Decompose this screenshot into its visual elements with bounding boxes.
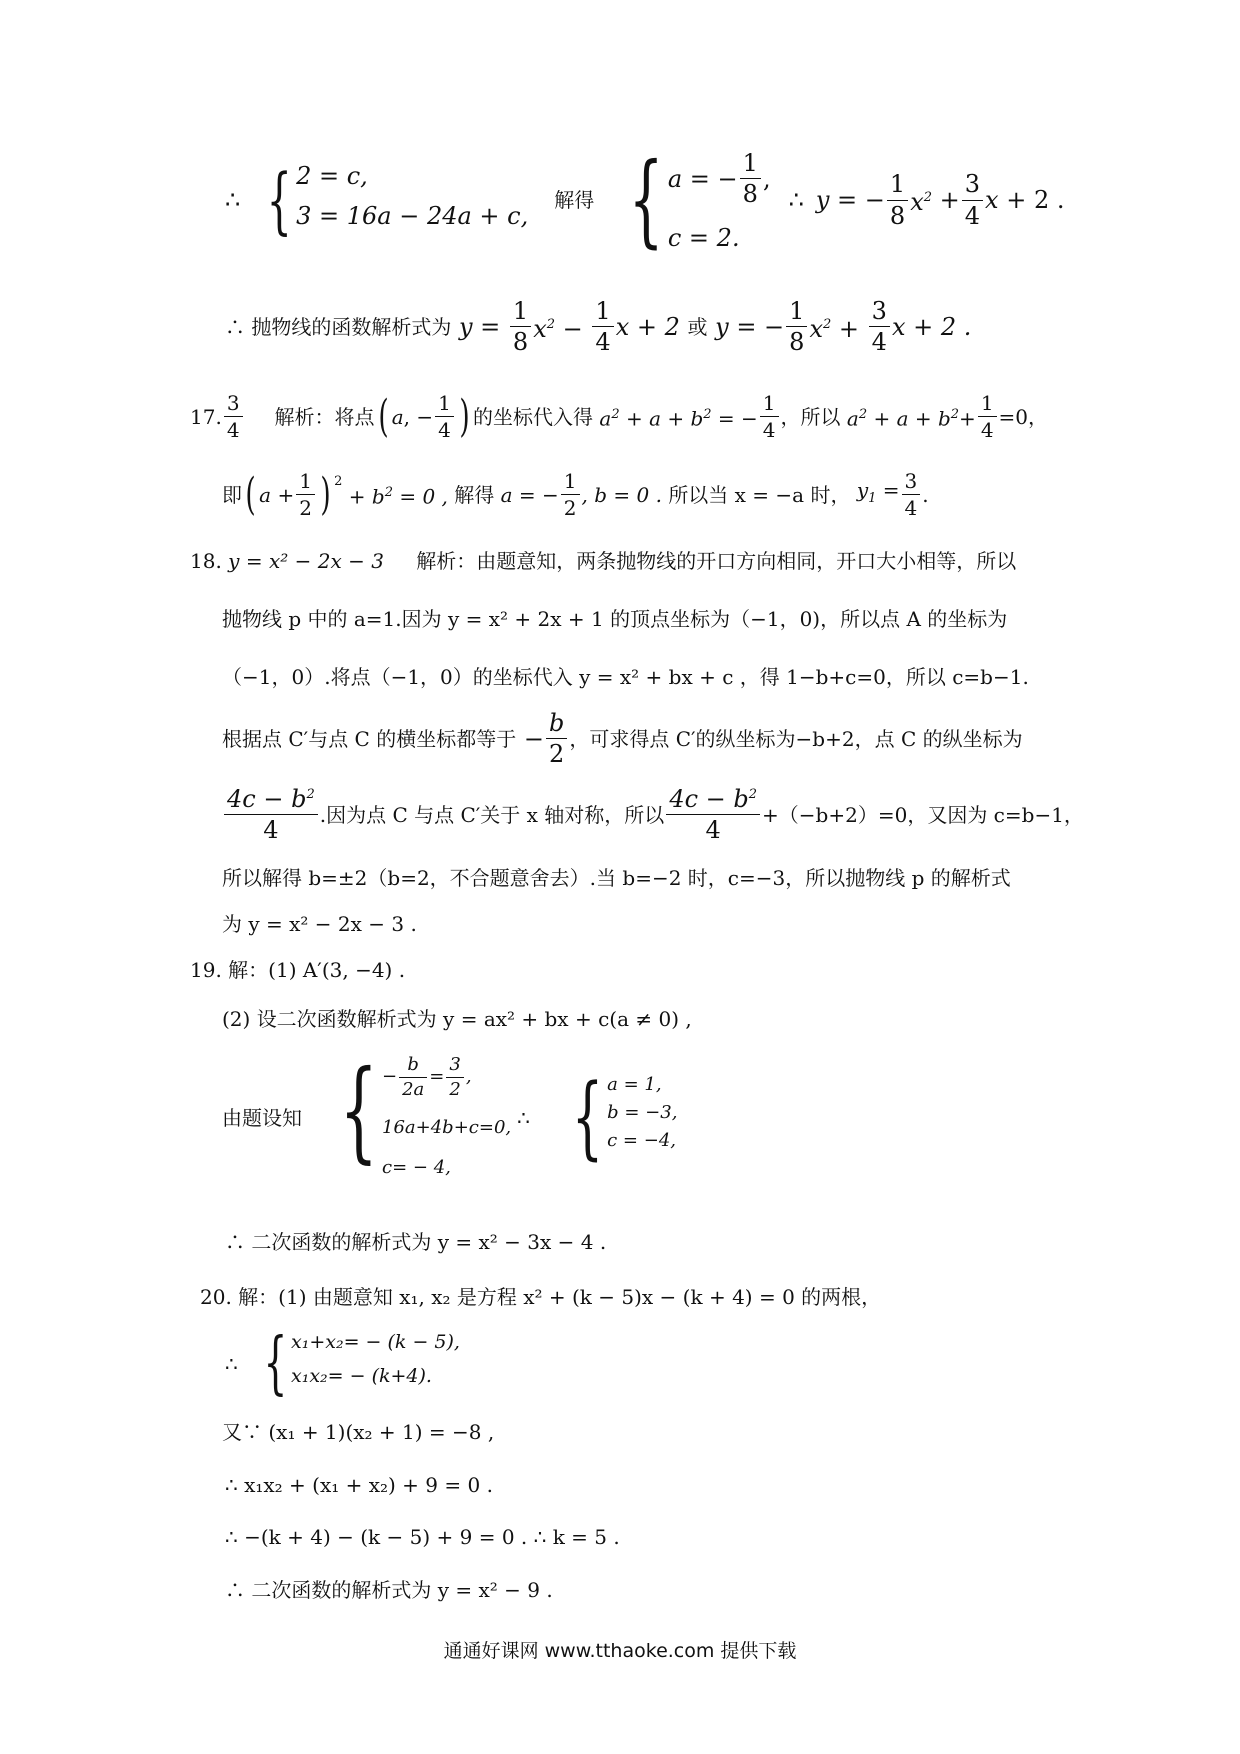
text: 由题设知 [222,1105,302,1130]
q20-line-5 [225,1578,553,1602]
fraction: $\frac{1}{2}$ [296,470,315,519]
text: ∴ 抛物线的函数解析式为 [225,314,452,339]
q20-system-line: ∴ { x₁+x₂= − (k − 5), x₁x₂= − (k+4). [225,1324,460,1403]
text: （−1，0）.将点（−1，0）的坐标代入 y = x² + bx + c ，得 1−b+c=0，所以 c=b−1. [222,665,1029,689]
text: ∴ −(k + 4) − (k − 5) + 9 = 0 . ∴ k = 5 . [225,1525,620,1549]
q19-system-line [222,1046,683,1180]
system-eq: c = −4, [607,1129,676,1151]
text: 或 [687,314,708,339]
text: 解得 [554,188,595,212]
equation: y = − [815,186,885,214]
equation-system-2: { a = − $\frac{1}{8}$ , c = 2. [628,141,771,258]
q20-line-2 [222,1420,494,1444]
text: ∴ 二次函数的解析式为 y = x² − 9 . [225,1578,553,1602]
system-eq: 2 = c, [296,162,368,190]
text: 根据点 C′与点 C 的横坐标都等于 [222,726,517,751]
equation-system-1: { 2 = c, 3 = 16a − 24a + c, [266,158,529,242]
parabola-result-line: ∴ 抛物线的函数解析式为 y = $\frac{1}{8}$ $x^2$ − $\frac{1}{4}$ x + 2 或 y = − $\frac{1}{8}$ $x^2$ + $\frac{3}{4}$ x + 2 . [225,297,972,357]
fraction: $\frac{1}{4}$ [435,392,454,441]
q18-line-4: 根据点 C′与点 C 的横坐标都等于 − $\frac{b}{2}$ ，可求得点 C′的纵坐标为−b+2，点 C 的纵坐标为 [222,709,1023,769]
text: .因为点 C 与点 C′关于 x 轴对称，所以 [319,802,665,827]
fraction: $\frac{1}{4}$ [760,392,779,441]
text: 解得 [454,482,495,507]
q18-line-1 [190,549,1016,573]
text: 的坐标代入得 [473,404,594,429]
text: 19. 解：(1) A′(3, −4) . [190,958,406,982]
system-eq: x₁+x₂= − (k − 5), [291,1331,460,1353]
system-eq: a = − [667,164,738,193]
system-eq: 16a+4b+c=0, [382,1116,512,1138]
q17-line-2: 即 ( a + $\frac{1}{2}$ ) $^2$ + $b^2 = 0$ , 解得 a = − $\frac{1}{2}$ , b = 0 . 所以当 x = −a 时， $y_1$ = $\frac{3}{4}$ . [222,468,929,520]
text: 解析：将点 [274,404,375,429]
text: 又∵ (x₁ + 1)(x₂ + 1) = −8 , [222,1420,495,1444]
system-eq: c = 2. [667,224,740,252]
system-eq: c= − 4, [382,1157,451,1178]
answer: y = x² − 2x − 3 [228,549,384,573]
question-number: 17. [190,404,222,429]
q20-line-3 [225,1473,493,1497]
q18-line-2 [222,607,1007,631]
text: ，可求得点 C′的纵坐标为−b+2，点 C 的纵坐标为 [569,726,1023,751]
q19-line-2 [222,1007,692,1031]
system-eq: a = 1, [607,1073,662,1095]
q19-line-1 [190,958,405,982]
q18-line-6 [222,866,1011,890]
fraction: $\frac{3}{4}$ [962,171,983,229]
fraction: $\frac{1}{4}$ [978,392,997,441]
q20-line-4 [225,1525,620,1549]
text: ，所以 [780,404,841,429]
text: (2) 设二次函数解析式为 y = ax² + bx + c(a ≠ 0) , [222,1007,692,1031]
system-eq: x₁x₂= − (k+4). [291,1365,432,1387]
fraction: $\frac{1}{2}$ [561,470,580,519]
fraction: $\frac{b}{2a}$ [399,1055,427,1100]
fraction: $\frac{b}{2}$ [546,710,567,768]
q17-line-1: 17. $\frac{3}{4}$ 解析：将点 ( a , − $\frac{1}{4}$ ) 的坐标代入得 $a^2 + a + b^2$ = − $\frac{1}{4}$ ，所以 $a^2 + a + b^2+$ $\frac{1}{4}$ =0， [190,390,1049,442]
text: 解析：由题意知，两条抛物线的开口方向相同，开口大小相等，所以 [416,549,1017,573]
system-eq: 3 = 16a − 24a + c, [296,202,529,230]
fraction: $\frac{4c - b^2}{4}$ [224,786,318,844]
equation-system-5: { x₁+x₂= − (k − 5), x₁x₂= − (k+4). [263,1324,460,1403]
text: 即 [222,482,242,507]
fraction: $\frac{1}{8}$ [740,150,761,208]
question-number: 18. [190,549,222,573]
q20-line-1 [200,1285,881,1309]
text: ∴ x₁x₂ + (x₁ + x₂) + 9 = 0 . [225,1473,493,1497]
fraction: $\frac{3}{2}$ [446,1055,463,1100]
q18-line-5 [222,786,1084,844]
text: +（−b+2）=0，又因为 c=b−1， [762,802,1084,827]
fraction: $\frac{1}{8}$ [887,171,908,229]
text: 抛物线 p 中的 a=1.因为 y = x² + 2x + 1 的顶点坐标为（−1，0)，所以点 A 的坐标为 [222,607,1008,631]
q18-line-7 [222,912,417,936]
fraction: $\frac{1}{8}$ [510,298,531,356]
page-footer: 通通好课网 www.tthaoke.com 提供下载 [443,1640,797,1662]
therefore-symbol: ∴ [225,186,241,214]
solution-system-line: ∴ { 2 = c, 3 = 16a − 24a + c, 解得 { a = − $\frac{1}{8}$ , c = 2. ∴ y = − $\frac{1}{8}$ $x^2$ + $\frac{3}{4}$ x + 2 . [225,141,1065,258]
system-eq: b = −3, [607,1101,678,1123]
q18-line-3 [222,665,1029,689]
therefore-symbol: ∴ [788,186,804,214]
text: ∴ 二次函数的解析式为 y = x² − 3x − 4 . [225,1230,607,1254]
fraction: $\frac{4c - b^2}{4}$ [666,786,760,844]
fraction: $\frac{3}{4}$ [224,392,243,441]
text: 为 y = x² − 2x − 3 . [222,912,417,936]
fraction: $\frac{1}{8}$ [786,298,807,356]
q19-line-3 [225,1230,606,1254]
text: 20. 解：(1) 由题意知 x₁, x₂ 是方程 x² + (k − 5)x − (k + 4) = 0 的两根， [200,1285,882,1309]
therefore-symbol: ∴ [517,1105,530,1130]
equation-system-4: { a = 1, b = −3, c = −4, [571,1064,678,1170]
fraction: $\frac{3}{4}$ [869,298,890,356]
fraction: $\frac{1}{4}$ [592,298,613,356]
equation-system-3: { − $\frac{b}{2a}$ = $\frac{3}{2}$ , 16a+4b+c=0, c= − 4, [339,1046,512,1178]
text: 所以当 x = −a 时， [668,482,851,507]
text: 所以解得 b=±2（b=2，不合题意舍去）.当 b=−2 时，c=−3，所以抛物线 p 的解析式 [222,866,1011,890]
fraction: $\frac{3}{4}$ [902,470,921,519]
